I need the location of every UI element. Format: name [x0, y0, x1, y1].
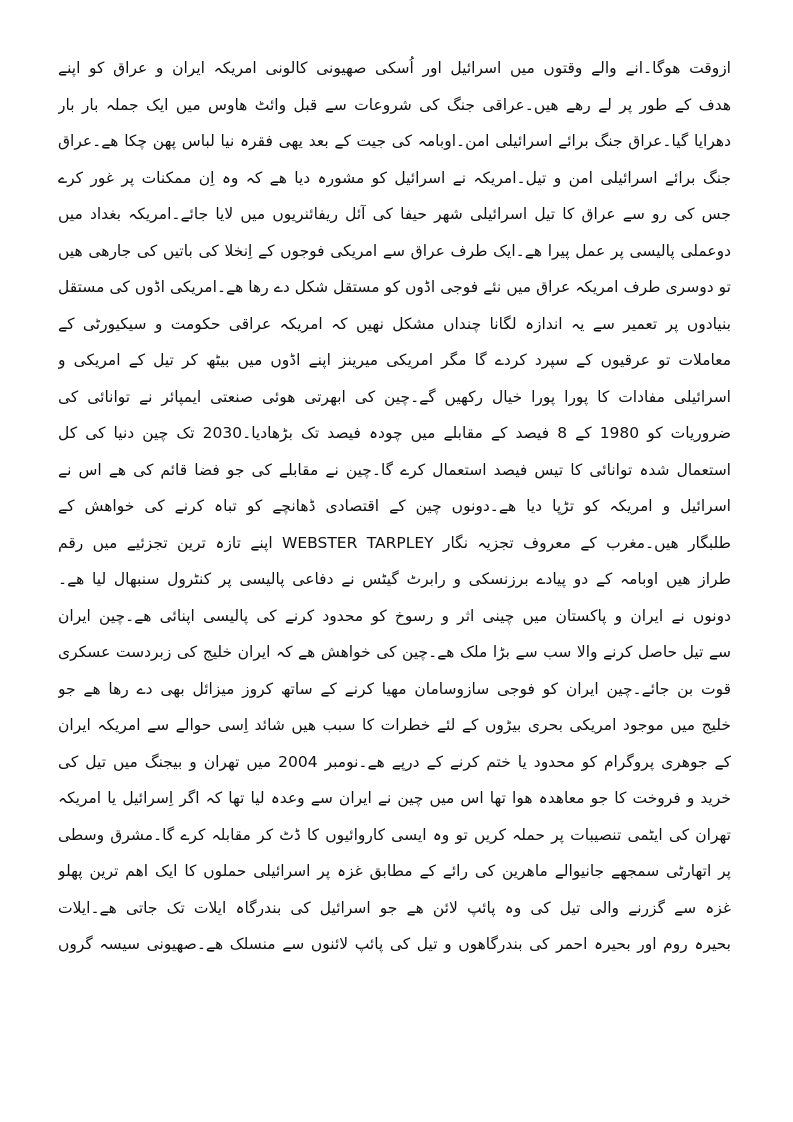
text-line: تھران کی ایٹمی تنصیبات پر حملہ کریں تو وہ ایسی کاروائیوں کا ڈٹ کر مقابلہ کرے گا۔مشرق وسطی: [58, 825, 731, 844]
text-line: خلیج میں موجود امریکی بحری بیڑوں کے لئے خطرات کا سبب ھیں شائد اِسی حوالے سے امریکہ ایران: [58, 716, 731, 734]
text-line: تو دوسری طرف امریکہ عراق میں نئے فوجی اڈوں کو مستقل شکل دے رھا ھے۔امریکی اڈوں کی مستقل: [58, 278, 731, 296]
text-line: ازوقت ھوگا۔انے والے وقتوں میں اسرائیل اور اُسکی صھیونی کالونی امریکہ ایران و عراق کو اپنے: [58, 59, 731, 77]
text-line: استعمال شدہ توانائی کا تیس فیصد استعمال کرے گا۔چین نے مقابلے کی جو فضا قائم کی ھے اس نے: [58, 460, 731, 479]
text-line: معاملات تو عرقیوں کے سپرد کردے گا مگر امریکی میرینز اپنے اڈوں میں بیٹھ کر تیل کے امریکی و: [58, 351, 731, 369]
text-line: بنیادوں پر تعمیر سے یہ اندازہ لگانا چنداں مشکل نھیں کہ امریکہ عراقی حکومت و سیکیورٹی کے: [58, 314, 731, 333]
text-line: جس کی رو سے عراق کا تیل اسرائیلی شھر حیفا کی آئل ریفائنریوں میں لایا جائے۔امریکہ بغداد میں: [58, 205, 731, 223]
text-line: دوعملی پالیسی پر عمل پیرا ھے۔ایک طرف عراق سے امریکی فوجوں کے اِنخلا کی باتیں کی جارھی ھیں: [58, 241, 731, 260]
text-line: اسرائیلی مفادات کا پورا پورا خیال رکھیں گے۔چین کی ابھرتی ھوئی صنعتی ایمپائر نے توانائی کی: [58, 387, 731, 406]
text-line: طلبگار ھیں۔مغرب کے معروف تجزیہ نگار WEBSTER TARPLEY اپنے تازہ ترین تجزئیے میں رقم: [58, 533, 731, 552]
text-line: غزہ سے گزرنے والی تیل کی وہ پائپ لائن ھے جو اسرائیل کی بندرگاہ ایلات تک جاتی ھے۔ایلات: [58, 898, 731, 917]
text-line: خرید و فروخت کا جو معاھدہ ھوا تھا اس میں چین نے ایران سے وعدہ لیا تھا کہ اگر اِسرائیل یا امریکہ: [58, 789, 731, 807]
text-line: دھرایا گیا۔عراق جنگ برائے اسرائیلی امن۔اوبامہ کی جیت کے بعد یھی فقرہ نیا لباس پھن چکا ھے۔عراق: [58, 132, 731, 150]
text-line: دونوں نے ایران و پاکستان میں چینی اثر و رسوخ کو محدود کرنے کی پالیسی اپنائی ھے۔چین ایران: [58, 606, 731, 625]
text-line: پر اتھارٹی سمجھے جانیوالے ماھرین کی رائے کے مطابق غزہ پر اسرائیلی حملوں کا ایک اھم ترین پھلو: [58, 862, 731, 880]
article-body: [58, 50, 731, 963]
text-line: جنگ برائے اسرائیلی امن و تیل۔امریکہ نے اسرائیل کو مشورہ دیا ھے کہ وہ اِن ممکنات پر غور کرے: [58, 168, 731, 187]
text-line: بحیرہ روم اور بحیرہ احمر کی بندرگاھوں و تیل کی پائپ لائنوں سے منسلک ھے۔صھیونی سیسہ گروں: [58, 935, 731, 953]
text-line: سے تیل حاصل کرنے والا سب سے بڑا ملک ھے۔چین کی خواھش ھے کہ ایران خلیج کی زبردست عسکری: [58, 643, 731, 661]
text-line: قوت بن جائے۔چین ایران کو فوجی سازوسامان مھیا کرنے کے ساتھ کروز میزائل بھی دے رھا ھے جو: [58, 679, 731, 698]
text-line: طراز ھیں اوبامہ کے دو پیادے برزنسکی و رابرٹ گیٹس نے دفاعی پالیسی پر کنٹرول سنبھال لیا ھے۔: [58, 570, 731, 588]
text-line: ھدف کے طور پر لے رھے ھیں۔عراقی جنگ کی شروعات سے قبل وائٹ ھاوس میں ایک جملہ بار بار: [58, 95, 731, 114]
text-line: اسرائیل و امریکہ کو تڑپا دیا ھے۔دونوں چین کے اقتصادی ڈھانچے کو تباہ کرنے کی خواھش کے: [58, 497, 731, 515]
text-line: ضروریات کو 1980 کے 8 فیصد کے مقابلے میں چودہ فیصد تک بڑھادیا۔2030 تک چین دنیا کی کل: [58, 424, 731, 442]
text-line: کے جوھری پروگرام کو محدود یا ختم کرنے کے درپے ھے۔نومبر 2004 میں تھران و بیجنگ میں تیل کی: [58, 752, 731, 771]
